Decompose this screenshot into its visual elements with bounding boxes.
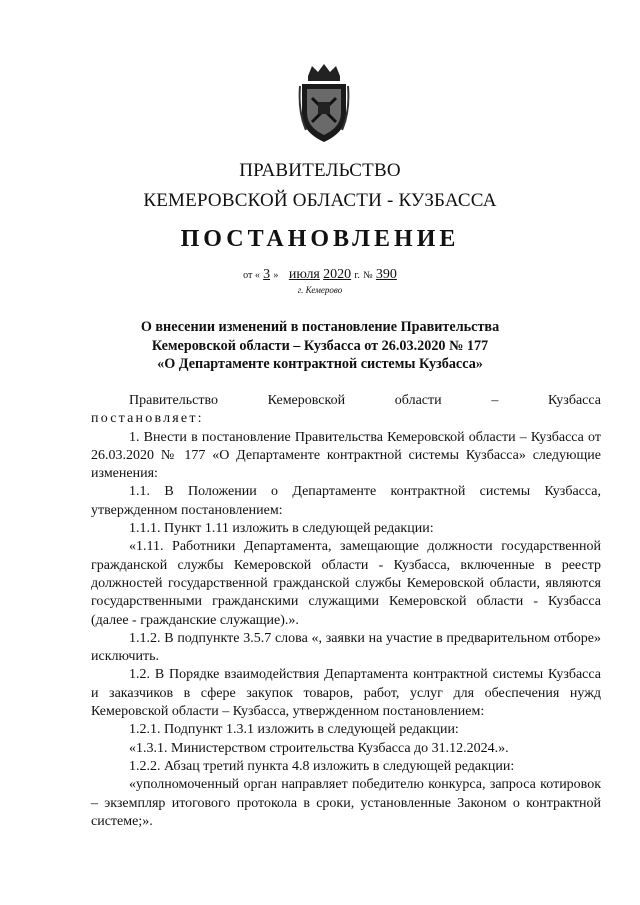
paragraph-quote-1-3-1: «1.3.1. Министерством строительства Кузбасса до 31.12.2024.». [129, 740, 509, 756]
subject-line1: О внесении изменений в постановление Правительства [140, 319, 500, 335]
document-body [91, 392, 601, 831]
paragraph-item-1-1: 1.1. В Положении о Департаменте контрактной системы Кузбасса, утвержденном постановлением: [91, 484, 601, 518]
document-type-title: ПОСТАНОВЛЕНИЕ [180, 226, 460, 252]
paragraph-item-1-1-2: 1.1.2. В подпункте 3.5.7 слова «, заявки на участие в предварительном отборе» исключить. [91, 630, 601, 665]
org-name-line1: ПРАВИТЕЛЬСТВО [239, 160, 401, 181]
date-number-line [0, 266, 640, 283]
paragraph-item-1-2-1: 1.2.1. Подпункт 1.3.1 изложить в следующей редакции: [129, 722, 459, 738]
paragraph-preamble: Правительство Кемеровской области – Кузбасса [129, 393, 601, 408]
document-subject [120, 318, 520, 374]
date-prefix: от « [243, 270, 260, 281]
date-month: июля [288, 267, 320, 282]
paragraph-item-1: 1. Внести в постановление Правительства Кемеровской области – Кузбасса от 26.03.2020 № 177 «О Департаменте контрактной системы Кузбасса» следующие изменения: [91, 429, 601, 482]
subject-line2: Кемеровской области – Кузбасса от 26.03.2020 № 177 [151, 337, 489, 354]
paragraph-item-1-1-1: 1.1.1. Пункт 1.11 изложить в следующей редакции: [129, 521, 434, 537]
paragraph-quote-1-11: «1.11. Работники Департамента, замещающие должности государственной гражданской службы Кемеровской области - Кузбасса, включенные в реестр должностей государственной гражданской службы Кемеровской области, являются государственными гражданскими служащими Кемеровской области - Кузбасса (далее - гражданские служащие).». [91, 539, 601, 628]
date-year: 2020 [323, 267, 352, 282]
subject-line3: «О Департаменте контрактной системы Кузбасса» [157, 356, 483, 372]
paragraph-item-1-2: 1.2. В Порядке взаимодействия Департамента контрактной системы Кузбасса и заказчиков в сфере закупок товаров, работ, услуг для обеспечения нужд Кемеровской области – Кузбасса, утвержденном постановлением: [91, 667, 601, 720]
document-number: 390 [375, 267, 397, 282]
date-year-suffix: г. [354, 270, 360, 281]
paragraph-item-1-2-2: 1.2.2. Абзац третий пункта 4.8 изложить в следующей редакции: [129, 758, 515, 774]
date-day: 3 [263, 267, 271, 282]
org-name-line2: КЕМЕРОВСКОЙ ОБЛАСТИ - КУЗБАССА [143, 190, 497, 211]
paragraph-resolves: постановляет: [91, 411, 204, 427]
paragraph-quote-4-8: «уполномоченный орган направляет победителю конкурса, запроса котировок – экземпляр итогового протокола в сроки, установленные Законом о контрактной системе;». [91, 777, 601, 829]
city-label: г. Кемерово [297, 285, 343, 295]
coat-of-arms-emblem [298, 62, 350, 144]
date-day-close: » [273, 270, 279, 281]
number-label: № [363, 270, 373, 281]
